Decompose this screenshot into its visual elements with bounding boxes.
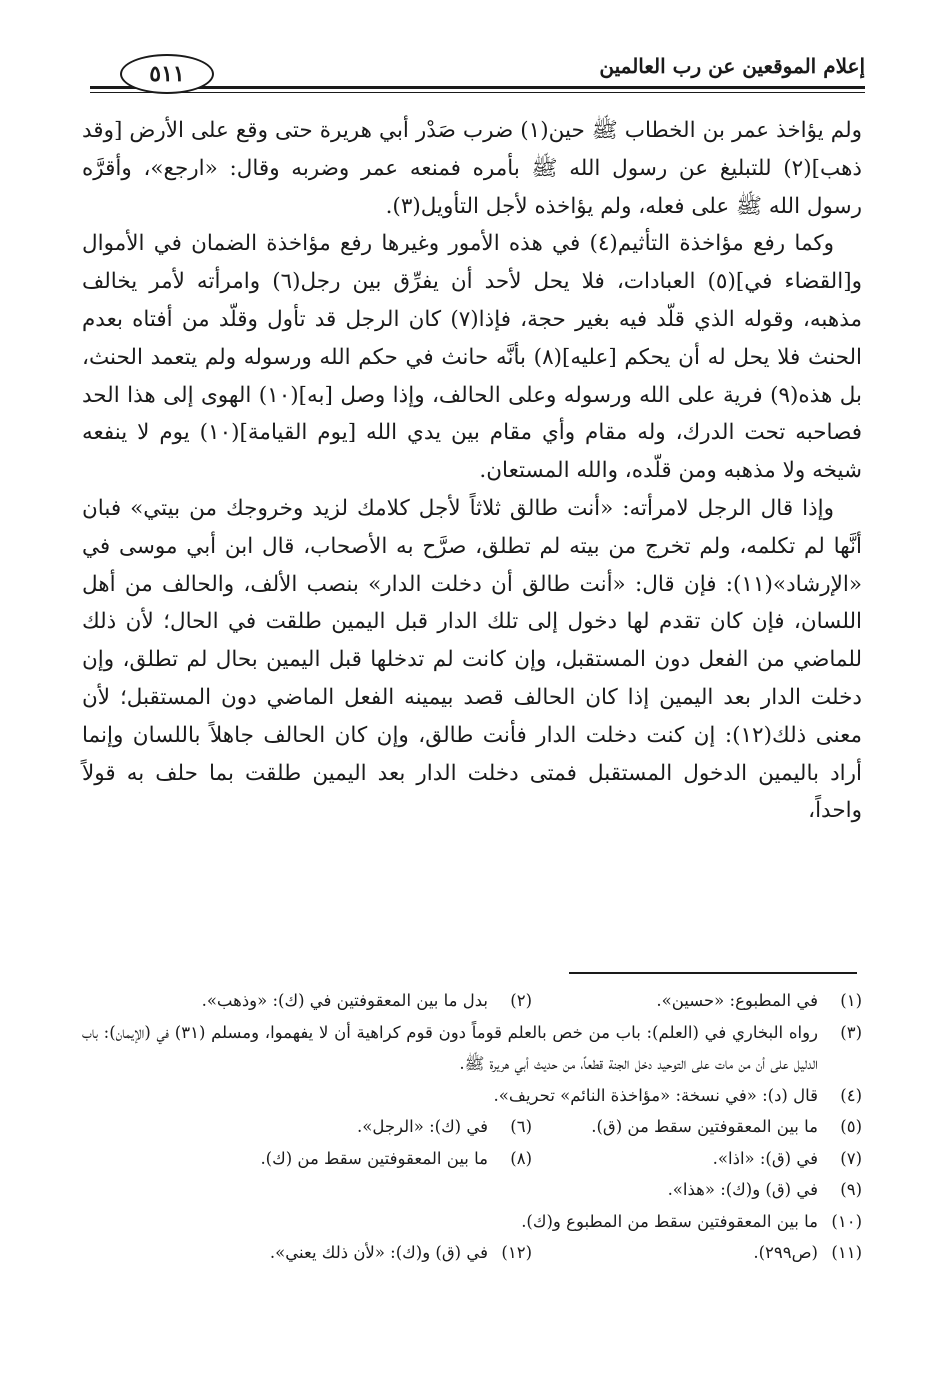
footnote-row: [82, 1174, 862, 1206]
footnote-number: (٩): [840, 1180, 862, 1199]
footnote-9: [668, 1174, 862, 1206]
footnote-text: ما بين المعقوفتين سقط من المطبوع و(ك).: [521, 1211, 818, 1231]
footnote-text: رواه البخاري في (العلم): باب من خص بالعلم قوماً دون قوم كراهية أن لا يفهموا، ومسلم (٣١) في (الإيمان): باب الدليل على أن من مات على التوحيد دخل الجنة قطعاً، من حديث أبي هريرة ﷺ.: [82, 1022, 819, 1073]
footnote-number: (٣): [840, 1022, 862, 1042]
footnote-12: [270, 1237, 532, 1269]
footnote-text: قال (د): «في نسخة: «مؤاخذة النائم» تحريف».: [493, 1085, 818, 1105]
footnote-text: في (ق) و(ك): «لأن ذلك يعني».: [269, 1243, 488, 1262]
page-header: [90, 40, 865, 102]
footnote-10: [521, 1206, 862, 1238]
footnote-8: [260, 1143, 532, 1175]
footnote-row: [82, 1111, 862, 1143]
footnote-number: (٤): [840, 1085, 862, 1105]
footnote-text: ما بين المعقوفتين سقط من (ك).: [260, 1148, 488, 1168]
footnote-row: [82, 1080, 862, 1112]
footnote-text: ما بين المعقوفتين سقط من (ق).: [591, 1117, 818, 1136]
footnote-text: في (ك): «الرجل».: [356, 1117, 488, 1136]
footnote-number: (٥): [840, 1117, 862, 1136]
page-number-badge: ٥١١: [120, 54, 214, 94]
paragraph-2: وكما رفع مؤاخذة التأثيم(٤) في هذه الأمور وغيرها رفع مؤاخذة الضمان في الأموال و[القضاء في](٥) العبادات، فلا يحل لأحد أن يفرِّق بين رجل(٦) وامرأته لأمر يخالف مذهبه، وقوله الذي قلّد فيه بغير حجة، فإذا(٧) كان الرجل قد تأول وقلّد من أفتاه بعدم الحنث فلا يحل له أن يحكم [عليه](٨) بأنَّه حانث في حكم الله ورسوله ولم يتعمد الحنث، بل هذه(٩) فرية على الله ورسوله وعلى الحالف، وإذا وصل [به](١٠) الهوى إلى هذا الحد فصاحبه تحت الدرك، وله مقام وأي مقام بين يدي الله [يوم القيامة](١٠) يوم لا ينفعه شيخه ولا مذهبه ومن قلّده، والله المستعان.: [82, 231, 862, 484]
book-title: إعلام الموقعين عن رب العالمين: [599, 54, 865, 78]
footnote-2: [202, 985, 532, 1017]
footnote-row: [82, 1143, 862, 1175]
footnote-4: [494, 1080, 862, 1112]
paragraph-3: وإذا قال الرجل لامرأته: «أنت طالق ثلاثاً لأجل كلامك لزيد وخروجك من بيتي» فبان أنَّها لم تكلمه، ولم تخرج من بيته لم تطلق، صرَّح به الأصحاب، قال ابن أبي موسى في «الإرشاد»(١١): فإن قال: «أنت طالق أن دخلت الدار» بنصب الألف، والحالف من أهل اللسان، فإن كان تقدم لها دخول إلى تلك الدار قبل اليمين طلقت في الحال؛ لأن ذلك للماضي من الفعل دون المستقبل، وإن كانت لم تدخلها قبل اليمين بحال لم تطلق، وإن دخلت الدار بعد اليمين إذا كان الحالف قصد بيمينه الفعل الماضي دون المستقبل؛ لأن معنى ذلك(١٢): إن كنت دخلت الدار فأنت طالق، وإن كان الحالف جاهلاً باللسان وإنما أراد باليمين الدخول المستقبل فمتى دخلت الدار بعد اليمين طلقت بما حلف به قولاً واحداً،: [82, 495, 862, 824]
footnote-text: بدل ما بين المعقوفتين في (ك): «وذهب».: [201, 991, 488, 1010]
header-rule-thin: [90, 92, 865, 93]
header-rule-thick: [90, 86, 865, 89]
footnote-5: [532, 1111, 862, 1143]
footnote-1: [532, 985, 862, 1017]
footnote-7: [532, 1143, 862, 1175]
footnote-number: (١٠): [831, 1211, 862, 1231]
footnote-text: (ص٢٩٩).: [753, 1243, 818, 1262]
footnotes: [82, 985, 862, 1269]
footnote-number: (١٢): [501, 1243, 532, 1262]
footnote-number: (٨): [510, 1148, 532, 1168]
paragraph-1: ولم يؤاخذ عمر بن الخطاب ﷺ حين(١) ضرب صَدْر أبي هريرة حتى وقع على الأرض [وقد ذهب](٢) للتبليغ عن رسول الله ﷺ بأمره فمنعه عمر وضربه وقال: «ارجع»، وأقرَّه رسول الله ﷺ على فعله، ولم يؤاخذه لأجل التأويل(٣).: [82, 118, 862, 219]
footnote-number: (٧): [840, 1148, 862, 1168]
main-text: [82, 112, 862, 830]
footnote-3: [82, 1017, 862, 1080]
footnote-row: [82, 1237, 862, 1269]
footnote-number: (١١): [831, 1243, 862, 1262]
footnote-6: [357, 1111, 532, 1143]
footnote-text: في (ق): «اذا».: [712, 1148, 818, 1168]
footnote-text: في المطبوع: «حسين».: [656, 991, 818, 1010]
footnote-row: [82, 1206, 862, 1238]
footnote-number: (٢): [510, 991, 532, 1010]
footnote-11: [532, 1237, 862, 1269]
footnote-number: (٦): [510, 1117, 532, 1136]
footnote-row: [82, 985, 862, 1017]
footnote-text: في (ق) و(ك): «هذا».: [667, 1180, 818, 1199]
footnote-number: (١): [840, 991, 862, 1010]
footnote-separator: [569, 972, 857, 974]
